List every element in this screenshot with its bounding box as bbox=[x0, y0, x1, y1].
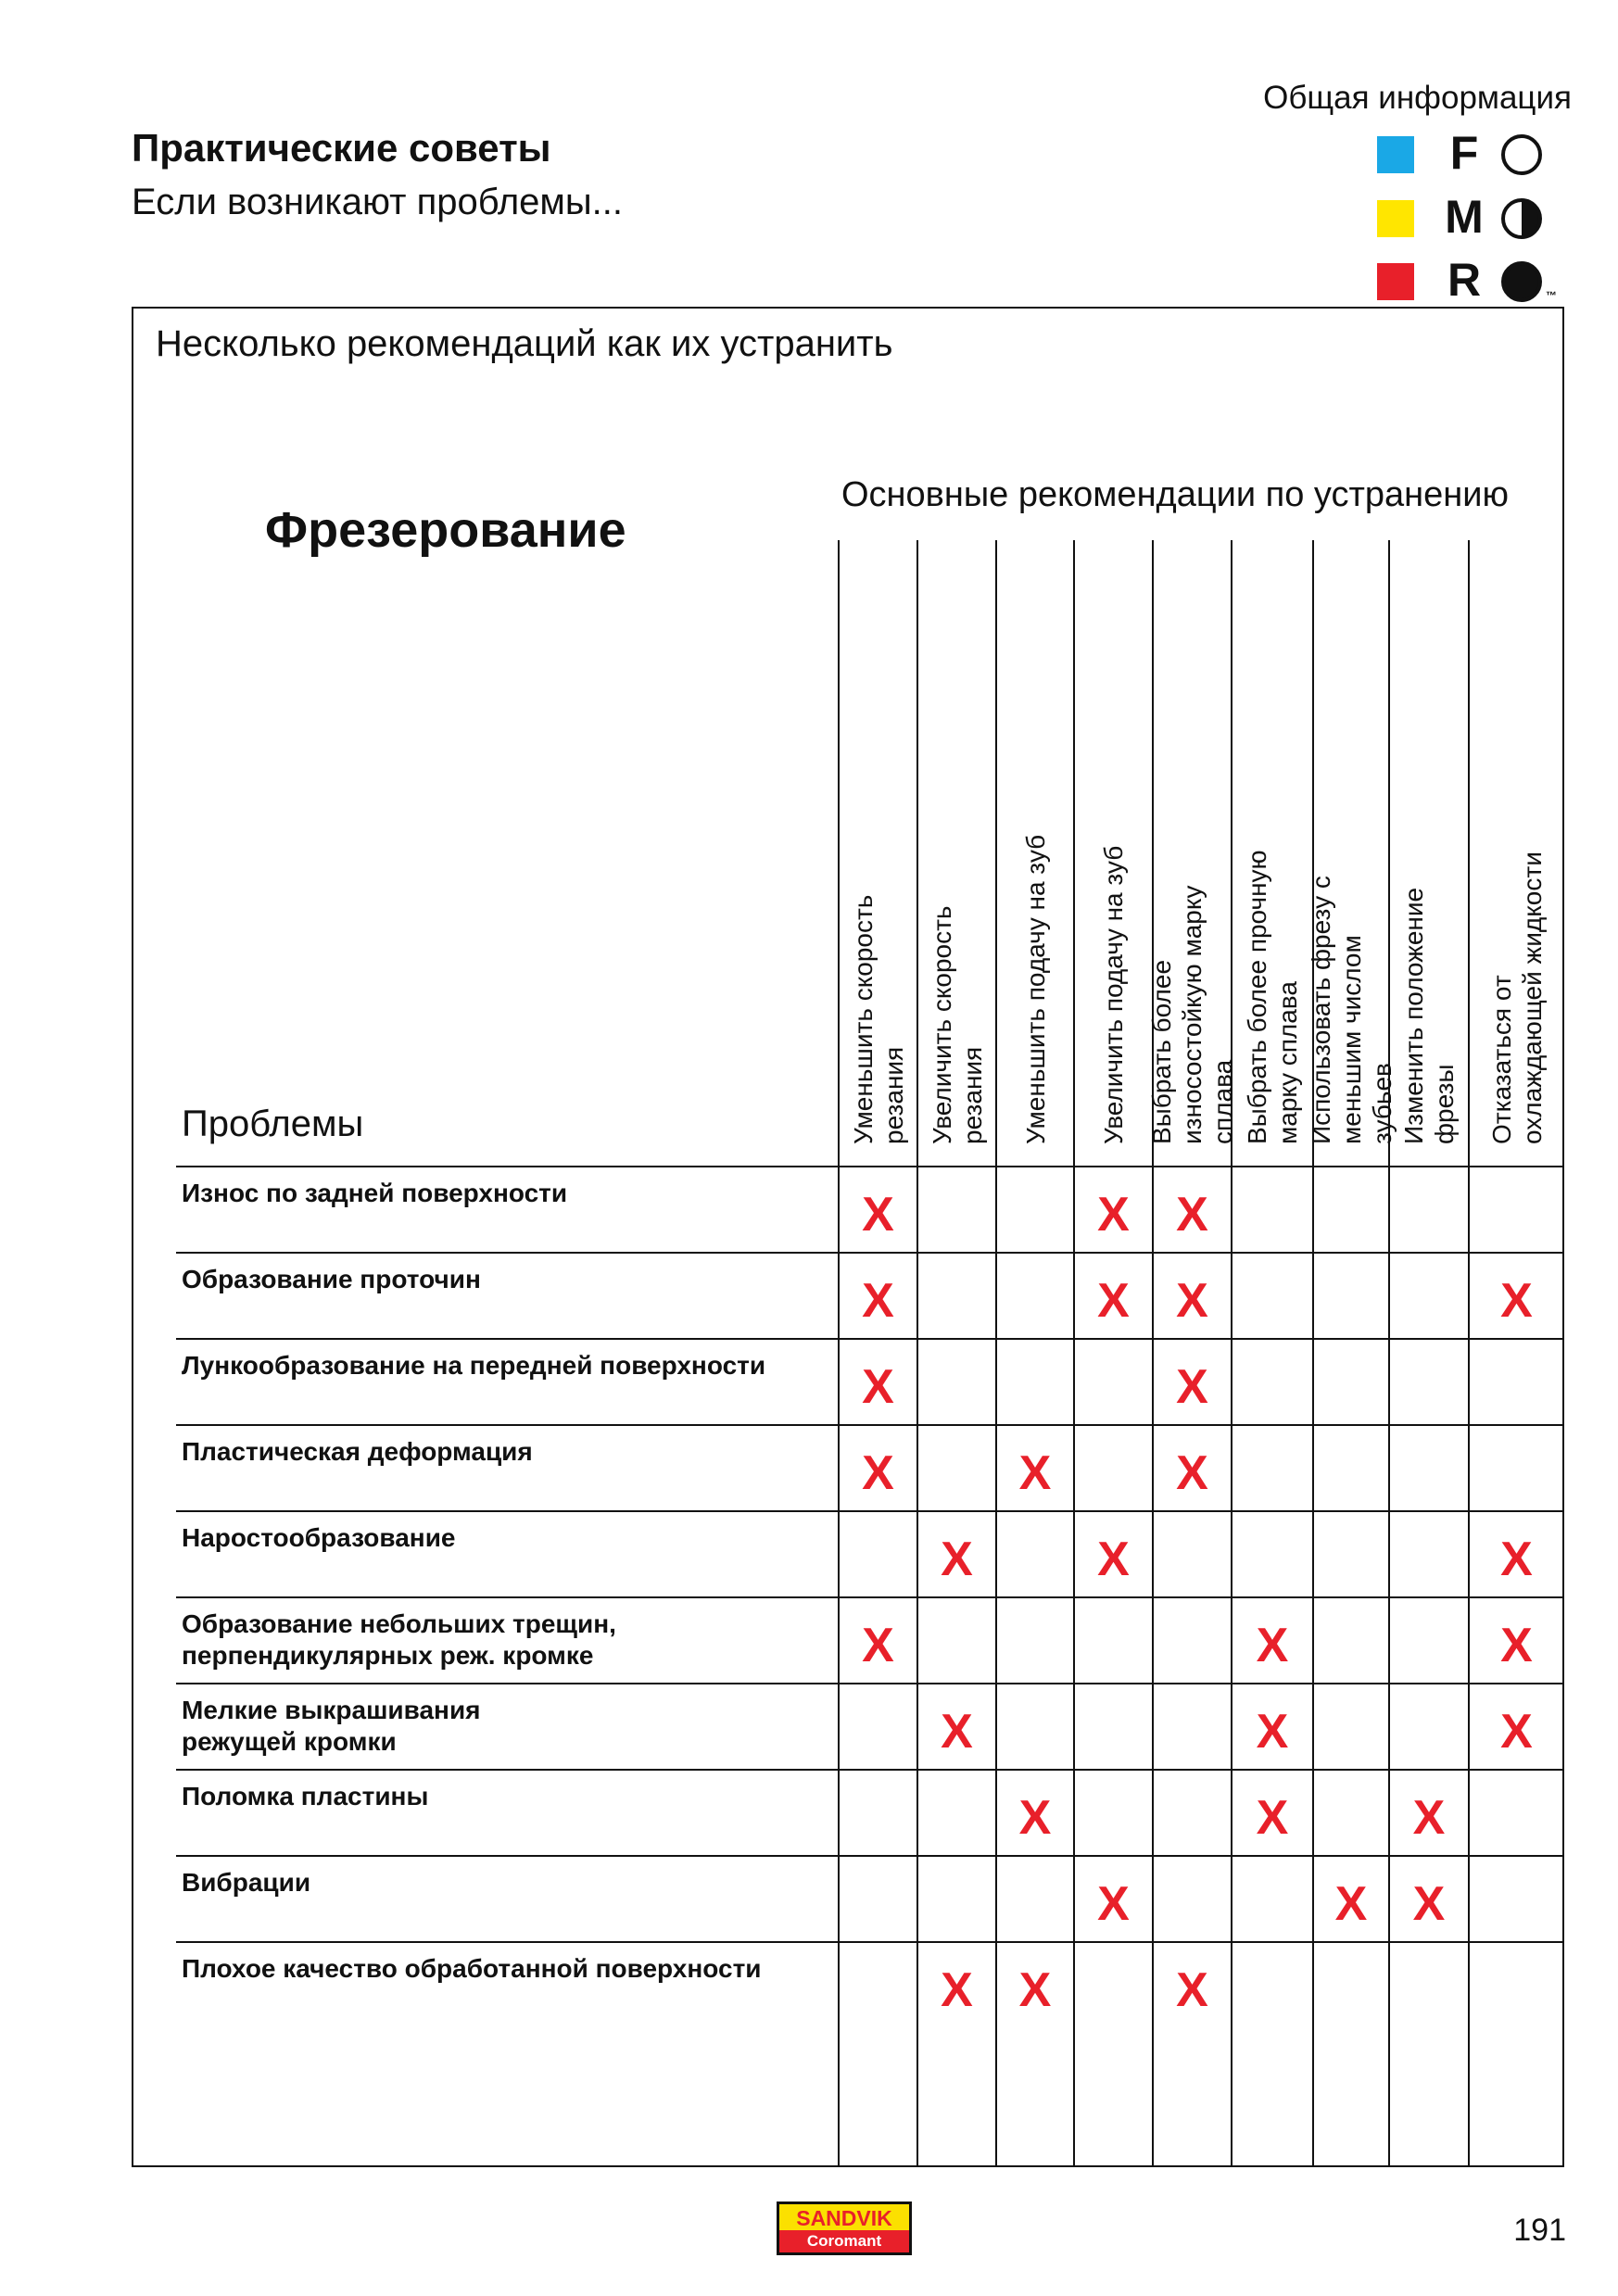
column-header-line: зубьев bbox=[1367, 1063, 1397, 1144]
x-mark-icon: X bbox=[862, 1274, 894, 1328]
table-row-label bbox=[182, 1608, 830, 1672]
legend-letter: R bbox=[1447, 254, 1482, 306]
table-row-label bbox=[182, 1436, 830, 1468]
column-header bbox=[917, 801, 996, 1163]
table-row-label bbox=[182, 1350, 830, 1381]
column-header bbox=[1074, 801, 1153, 1163]
column-header-line: Изменить положение фрезы bbox=[1399, 887, 1459, 1144]
row-label-line: Поломка пластины bbox=[182, 1782, 429, 1810]
row-divider bbox=[176, 1424, 1562, 1426]
x-mark-icon: X bbox=[1500, 1619, 1533, 1672]
row-label-line: Плохое качество обработанной поверхности bbox=[182, 1954, 762, 1983]
operation-title: Фрезерование bbox=[265, 502, 626, 558]
column-header-line: Увеличить скорость резания bbox=[927, 905, 987, 1144]
column-header-text bbox=[1306, 805, 1397, 1144]
x-mark-icon: X bbox=[1500, 1533, 1533, 1586]
table-heading: Несколько рекомендаций как их устранить bbox=[156, 323, 893, 364]
x-mark-icon: X bbox=[862, 1188, 894, 1242]
x-mark-icon: X bbox=[862, 1446, 894, 1500]
x-mark-icon: X bbox=[1412, 1877, 1446, 1931]
table-row-label bbox=[182, 1867, 830, 1899]
legend-color-square bbox=[1377, 136, 1414, 173]
row-divider bbox=[176, 1941, 1562, 1943]
x-mark-icon: X bbox=[941, 1963, 973, 2017]
row-label-line: Наростообразование bbox=[182, 1523, 456, 1552]
row-label-line: Мелкие выкрашивания bbox=[182, 1696, 481, 1724]
legend-letter: M bbox=[1445, 191, 1484, 243]
x-mark-icon: X bbox=[1176, 1963, 1208, 2017]
x-mark-icon: X bbox=[862, 1360, 894, 1414]
row-divider bbox=[176, 1855, 1562, 1857]
row-label-line: Образование небольших трещин, bbox=[182, 1609, 616, 1638]
row-divider bbox=[176, 1683, 1562, 1684]
x-mark-icon: X bbox=[1334, 1877, 1368, 1931]
table-row-label bbox=[182, 1695, 830, 1758]
x-mark-icon: X bbox=[1097, 1877, 1130, 1931]
page-subtitle: Если возникают проблемы... bbox=[132, 182, 624, 222]
table-row-label bbox=[182, 1522, 830, 1554]
column-header-line: сплава bbox=[1208, 1059, 1237, 1144]
problems-label: Проблемы bbox=[182, 1104, 364, 1144]
column-divider bbox=[916, 540, 918, 2165]
table-row-label bbox=[182, 1178, 830, 1209]
column-divider bbox=[1231, 540, 1232, 2165]
row-label-line: перпендикулярных реж. кромке bbox=[182, 1641, 594, 1670]
x-mark-icon: X bbox=[1176, 1360, 1208, 1414]
x-mark-icon: X bbox=[1256, 1705, 1289, 1759]
x-mark-icon: X bbox=[1097, 1274, 1130, 1328]
x-mark-icon: X bbox=[1018, 1963, 1052, 2017]
sandvik-coromant-logo bbox=[777, 2201, 912, 2255]
x-mark-icon: X bbox=[1256, 1619, 1289, 1672]
legend-color-square bbox=[1377, 200, 1414, 237]
row-label-line: Образование проточин bbox=[182, 1265, 481, 1293]
row-label-line: режущей кромки bbox=[182, 1727, 397, 1756]
legend-row-r bbox=[1377, 254, 1562, 306]
column-divider bbox=[838, 540, 840, 2165]
column-header bbox=[1469, 801, 1564, 1163]
table-row-label bbox=[182, 1781, 830, 1812]
row-divider bbox=[176, 1510, 1562, 1512]
x-mark-icon: X bbox=[1097, 1533, 1130, 1586]
row-divider bbox=[176, 1166, 1562, 1167]
column-header-line: Увеличить подачу на зуб bbox=[1099, 845, 1128, 1144]
column-header-text bbox=[1469, 805, 1564, 1144]
page-title: Практические советы bbox=[132, 126, 551, 170]
table-row-label bbox=[182, 1264, 830, 1295]
legend-half-circle-icon bbox=[1501, 198, 1542, 239]
column-header bbox=[1389, 801, 1469, 1163]
column-header bbox=[839, 801, 917, 1163]
x-mark-icon: X bbox=[1018, 1791, 1052, 1845]
table-row-label bbox=[182, 1953, 830, 1985]
column-header bbox=[1147, 801, 1237, 1163]
x-mark-icon: X bbox=[941, 1705, 973, 1759]
page-number: 191 bbox=[1513, 2213, 1566, 2248]
logo-top-text: SANDVIK bbox=[796, 2206, 892, 2230]
legend-filled-circle-icon bbox=[1501, 261, 1542, 302]
column-header-text bbox=[996, 805, 1074, 1144]
row-divider bbox=[176, 1252, 1562, 1254]
column-header-line: Использовать фрезу с меньшим числом bbox=[1306, 876, 1366, 1144]
column-header bbox=[1306, 801, 1397, 1163]
row-divider bbox=[176, 1769, 1562, 1771]
legend-row-f bbox=[1377, 127, 1562, 179]
column-header-text bbox=[1232, 805, 1313, 1144]
column-divider bbox=[995, 540, 997, 2165]
column-header-text bbox=[839, 805, 917, 1144]
x-mark-icon: X bbox=[1412, 1791, 1446, 1845]
column-header-line: Уменьшить скорость резания bbox=[848, 894, 908, 1144]
row-divider bbox=[176, 1338, 1562, 1340]
x-mark-icon: X bbox=[1097, 1188, 1130, 1242]
column-header-line: Выбрать более прочную марку сплава bbox=[1243, 850, 1302, 1144]
column-header-text bbox=[1389, 805, 1469, 1144]
row-label-line: Износ по задней поверхности bbox=[182, 1179, 568, 1207]
legend-row-m bbox=[1377, 191, 1562, 243]
legend-open-circle-icon bbox=[1501, 134, 1542, 175]
x-mark-icon: X bbox=[1256, 1791, 1289, 1845]
column-divider bbox=[1468, 540, 1470, 2165]
row-label-line: Лункообразование на передней поверхности bbox=[182, 1351, 766, 1380]
recommendations-title: Основные рекомендации по устранению bbox=[841, 475, 1509, 514]
x-mark-icon: X bbox=[862, 1619, 894, 1672]
x-mark-icon: X bbox=[1176, 1446, 1208, 1500]
column-header-line: Выбрать более износостойкую марку bbox=[1147, 885, 1207, 1144]
x-mark-icon: X bbox=[1500, 1705, 1533, 1759]
logo-bottom-text: Coromant bbox=[779, 2230, 909, 2252]
column-header-text bbox=[1074, 805, 1153, 1144]
x-mark-icon: X bbox=[1018, 1446, 1052, 1500]
column-header bbox=[1232, 801, 1313, 1163]
row-label-line: Вибрации bbox=[182, 1868, 311, 1897]
legend-letter: F bbox=[1449, 127, 1479, 179]
row-label-line: Пластическая деформация bbox=[182, 1437, 533, 1466]
column-header-line: Уменьшить подачу на зуб bbox=[1020, 834, 1050, 1144]
trademark-symbol: ™ bbox=[1546, 289, 1557, 302]
column-header-line: Отказаться от охлаждающей жидкости bbox=[1486, 852, 1547, 1144]
x-mark-icon: X bbox=[1176, 1188, 1208, 1242]
x-mark-icon: X bbox=[941, 1533, 973, 1586]
column-header-text bbox=[917, 805, 996, 1144]
row-divider bbox=[176, 1596, 1562, 1598]
troubleshooting-table bbox=[132, 307, 1564, 2167]
x-mark-icon: X bbox=[1176, 1274, 1208, 1328]
column-header-text bbox=[1147, 805, 1237, 1144]
legend-color-square bbox=[1377, 263, 1414, 300]
section-label: Общая информация bbox=[1263, 80, 1572, 116]
column-header bbox=[996, 801, 1074, 1163]
x-mark-icon: X bbox=[1500, 1274, 1533, 1328]
